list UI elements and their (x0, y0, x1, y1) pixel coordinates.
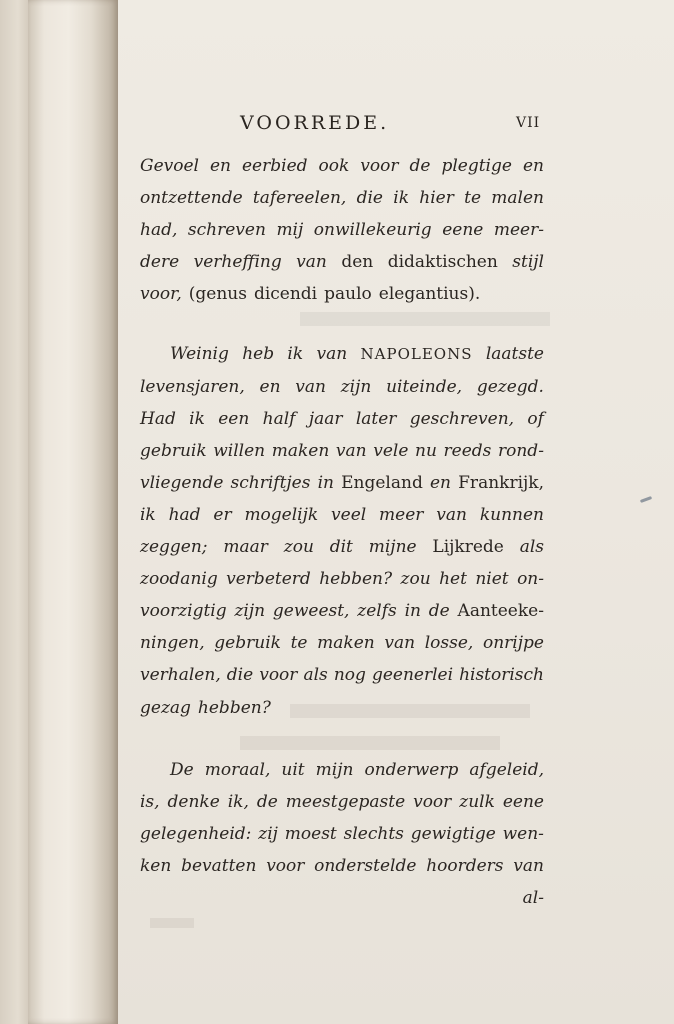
word: plegtige (441, 156, 512, 176)
word: gewigtige (410, 823, 496, 844)
word: losse, (424, 633, 474, 654)
word: rond- (498, 440, 544, 461)
word: voor, (140, 284, 182, 305)
text-line (140, 182, 544, 214)
word: ontzettende (140, 188, 243, 209)
word: ken (140, 855, 172, 876)
word: verhalen, (140, 665, 221, 686)
word: geweest, (272, 601, 350, 622)
word: meer- (493, 220, 544, 241)
word: hier (419, 188, 454, 209)
word: afgeleid, (469, 759, 544, 780)
word: uit (281, 759, 305, 780)
word: on- (517, 569, 544, 590)
word: mijne (368, 537, 417, 558)
word: en (522, 156, 544, 176)
word: gebruik (140, 440, 207, 461)
word: vele (373, 440, 409, 461)
word: mij (276, 220, 304, 241)
word: ik (140, 504, 156, 525)
word: voor (413, 791, 452, 812)
word: niet (475, 569, 509, 590)
word: Had (140, 408, 176, 429)
word: van (295, 376, 326, 397)
text-line (140, 659, 544, 691)
word: veel (331, 504, 367, 525)
word: den (341, 252, 374, 273)
word: had (168, 504, 201, 525)
gutter-fold (28, 0, 118, 1024)
word: malen (491, 188, 544, 209)
text-line (140, 338, 544, 370)
word: maar (223, 537, 268, 558)
word: gezegd. (476, 376, 544, 397)
word: wen- (502, 823, 544, 844)
word: de (256, 791, 278, 812)
word: van (335, 440, 367, 461)
text-line (140, 786, 544, 818)
word: maken (317, 633, 375, 654)
word: half (262, 408, 296, 429)
word: geenerlei (371, 665, 454, 686)
word: zijn (340, 376, 372, 397)
text-line (140, 246, 544, 278)
word: slechts (343, 823, 404, 844)
word: onderstelde (314, 855, 417, 876)
text-line (140, 150, 544, 182)
page-number: VII (516, 115, 541, 131)
word: als (303, 665, 328, 686)
word: eerbied (242, 156, 308, 176)
text-line (140, 754, 544, 786)
word: voor (266, 855, 305, 876)
word: onderwerp (364, 759, 459, 780)
word: eene (442, 220, 484, 241)
paragraph-gap (140, 310, 544, 338)
word: voorzigtig (140, 601, 227, 622)
text-line (140, 850, 544, 882)
catchword-line (140, 882, 544, 914)
text-line (140, 531, 544, 563)
word: zoodanig (140, 569, 218, 590)
text-line (140, 371, 544, 403)
word: maken (271, 440, 330, 461)
word: zij (258, 823, 278, 844)
word: dere (140, 252, 180, 273)
word: gezag (140, 697, 191, 718)
word: zeggen; (140, 537, 208, 558)
word: heb (242, 344, 275, 365)
word: didaktischen (387, 252, 498, 273)
word: verheffing (193, 252, 282, 273)
word: hebben? (197, 697, 271, 718)
word: vliegende (140, 472, 224, 493)
word: zou (283, 537, 314, 558)
word: die (226, 665, 254, 686)
word: en (429, 472, 451, 493)
word: ik (189, 408, 205, 429)
word: de (428, 601, 450, 622)
word: van (513, 855, 544, 876)
word: zou (400, 569, 431, 590)
word: Engeland (341, 472, 423, 493)
text-line (140, 403, 544, 435)
word: hoorders (426, 855, 504, 876)
word: een (218, 408, 250, 429)
show-through-shadow (150, 918, 194, 928)
word: zulk (459, 791, 495, 812)
paragraph-gap (140, 724, 544, 754)
word: ook (318, 156, 350, 176)
word: willen (213, 440, 266, 461)
word: bevatten (181, 855, 257, 876)
word: Lijkrede (432, 537, 504, 558)
word: geschreven, (409, 408, 515, 429)
word: Frankrijk, (458, 472, 544, 493)
word: voor (259, 665, 298, 686)
word: elegantius). (378, 284, 481, 305)
text-line (140, 595, 544, 627)
body-text (140, 150, 544, 914)
word: denke (167, 791, 220, 812)
word: NAPOLEONS (360, 345, 473, 364)
word: tafereelen, (252, 188, 347, 209)
word: van (384, 633, 416, 654)
word: of (527, 408, 544, 429)
word: het (439, 569, 467, 590)
word: jaar (308, 408, 343, 429)
word: te (290, 633, 308, 654)
word: nog (333, 665, 366, 686)
running-title: VOORREDE. (240, 112, 390, 134)
word: hebben? (319, 569, 393, 590)
word: Aanteeke- (457, 601, 544, 622)
word: De (170, 759, 194, 780)
word: van (436, 504, 467, 525)
word: er (213, 504, 232, 525)
word: zelfs (357, 601, 397, 622)
word: levensjaren, (140, 376, 245, 397)
word: schriftjes (230, 472, 311, 493)
word: kunnen (479, 504, 544, 525)
word: dit (329, 537, 353, 558)
word: moraal, (204, 759, 271, 780)
word: verbeterd (226, 569, 311, 590)
word: ik (287, 344, 304, 365)
word: eene (502, 791, 544, 812)
word: stijl (512, 252, 544, 273)
catchword: al- (522, 887, 544, 908)
word: mijn (315, 759, 354, 780)
text-line (140, 278, 544, 310)
word: en (259, 376, 281, 397)
word: uiteinde, (386, 376, 463, 397)
word: (genus (188, 284, 247, 305)
word: dicendi (253, 284, 318, 305)
word: in (317, 472, 334, 493)
word: onwillekeurig (313, 220, 432, 241)
word: als (519, 537, 544, 558)
page-header (118, 112, 674, 142)
word: onrijpe (483, 633, 544, 654)
text-line (140, 627, 544, 659)
word: mogelijk (244, 504, 319, 525)
word: in (404, 601, 421, 622)
word: ik (393, 188, 410, 209)
word: reeds (443, 440, 492, 461)
text-line (140, 467, 544, 499)
word: is, (140, 791, 160, 812)
word: gebruik (214, 633, 281, 654)
word: nu (415, 440, 437, 461)
text-line (140, 563, 544, 595)
word: gelegenheid: (140, 823, 252, 844)
word: laatste (485, 344, 544, 365)
word: meestgepaste (285, 791, 406, 812)
word: paulo (324, 284, 372, 305)
word: Weinig (170, 344, 229, 365)
word: de (409, 156, 431, 176)
text-line (140, 499, 544, 531)
word: later (355, 408, 397, 429)
word: voor (360, 156, 399, 176)
text-line (140, 214, 544, 246)
text-line (140, 692, 544, 724)
word: van (316, 344, 348, 365)
word: historisch (459, 665, 544, 686)
word: die (356, 188, 383, 209)
word: te (464, 188, 482, 209)
text-line (140, 435, 544, 467)
text-line (140, 818, 544, 850)
word: moest (284, 823, 337, 844)
word: en (209, 156, 231, 176)
left-page-edge (0, 0, 30, 1024)
word: schreven (187, 220, 266, 241)
word: ningen, (140, 633, 205, 654)
word: had, (140, 220, 178, 241)
word: ik, (227, 791, 249, 812)
word: zijn (234, 601, 266, 622)
word: van (296, 252, 327, 273)
word: meer (379, 504, 424, 525)
word: Gevoel (140, 156, 199, 176)
